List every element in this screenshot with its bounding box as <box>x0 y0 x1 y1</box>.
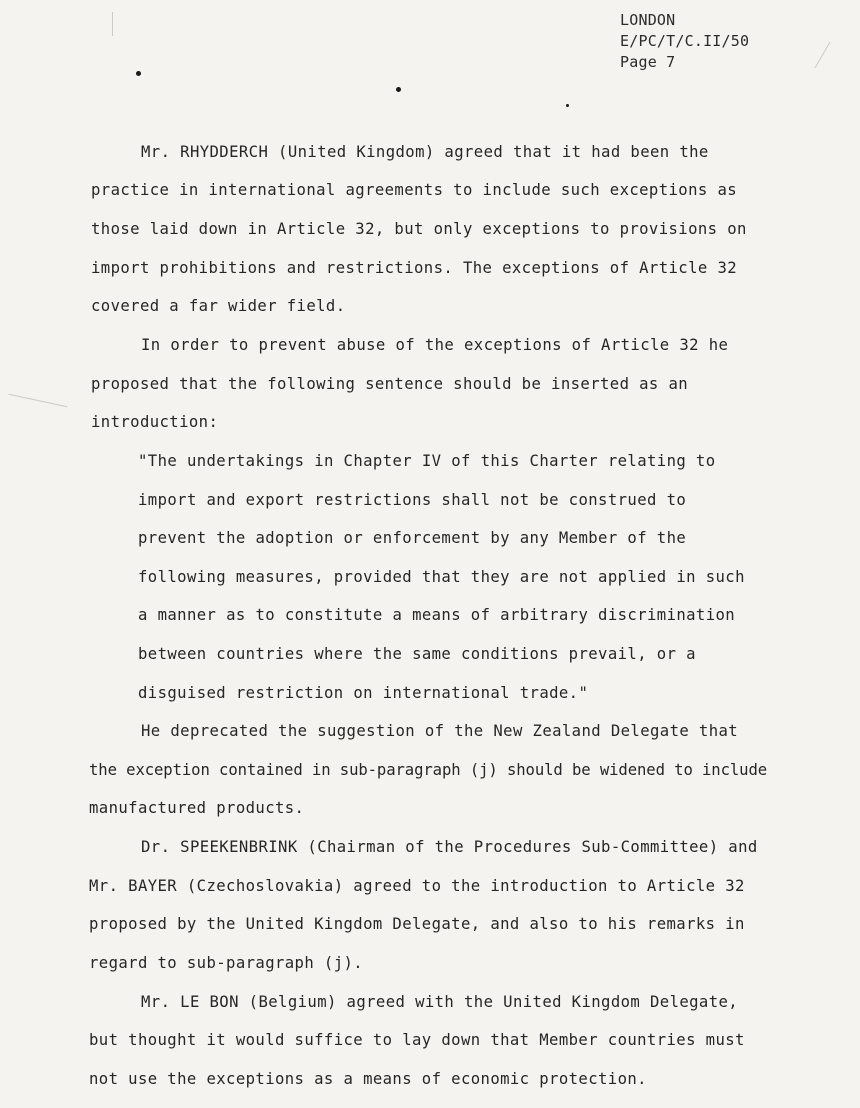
quote-line: "The undertakings in Chapter IV of this Charter relating to <box>138 452 716 470</box>
text-line: covered a far wider field. <box>91 297 346 315</box>
scan-speck <box>396 87 401 92</box>
quote-line: disguised restriction on international trade." <box>138 684 589 702</box>
text-line: He deprecated the suggestion of the New Zealand Delegate that <box>141 722 739 740</box>
text-line: regard to sub-paragraph (j). <box>89 954 364 972</box>
quote-line: a manner as to constitute a means of arbitrary discrimination <box>138 606 736 624</box>
document-header <box>620 10 749 73</box>
scan-speck <box>566 104 569 107</box>
text-line: proposed that the following sentence should be inserted as an <box>91 375 689 393</box>
header-document-code: E/PC/T/C.II/50 <box>620 32 750 50</box>
quote-line: prevent the adoption or enforcement by any Member of the <box>138 529 687 547</box>
scan-mark <box>815 42 831 68</box>
text-line: proposed by the United Kingdom Delegate, and also to his remarks in <box>89 915 745 933</box>
text-line: Mr. RHYDDERCH (United Kingdom) agreed that it had been the <box>141 143 709 161</box>
text-line: import prohibitions and restrictions. The exceptions of Article 32 <box>91 259 738 277</box>
quote-line: between countries where the same conditions prevail, or a <box>138 645 696 663</box>
text-line: Mr. BAYER (Czechoslovakia) agreed to the introduction to Article 32 <box>89 877 745 895</box>
scan-speck <box>136 71 141 76</box>
scan-mark <box>9 394 68 407</box>
text-line: manufactured products. <box>89 799 305 817</box>
text-line: but thought it would suffice to lay down that Member countries must <box>89 1031 745 1049</box>
text-line: Dr. SPEEKENBRINK (Chairman of the Procedures Sub-Committee) and <box>141 838 758 856</box>
text-line: not use the exceptions as a means of economic protection. <box>89 1070 647 1088</box>
text-line: Mr. LE BON (Belgium) agreed with the United Kingdom Delegate, <box>141 993 739 1011</box>
text-line: practice in international agreements to include such exceptions as <box>91 181 738 199</box>
text-line: the exception contained in sub-paragraph (j) should be widened to include <box>89 761 768 779</box>
text-line: those laid down in Article 32, but only exceptions to provisions on <box>91 220 747 238</box>
scan-mark <box>112 12 113 36</box>
text-line: introduction: <box>91 413 219 431</box>
text-line: In order to prevent abuse of the exceptions of Article 32 he <box>141 336 729 354</box>
quote-line: following measures, provided that they are not applied in such <box>138 568 745 586</box>
header-location: LONDON <box>620 11 676 29</box>
header-page-number: Page 7 <box>620 53 676 71</box>
quote-line: import and export restrictions shall not be construed to <box>138 491 687 509</box>
